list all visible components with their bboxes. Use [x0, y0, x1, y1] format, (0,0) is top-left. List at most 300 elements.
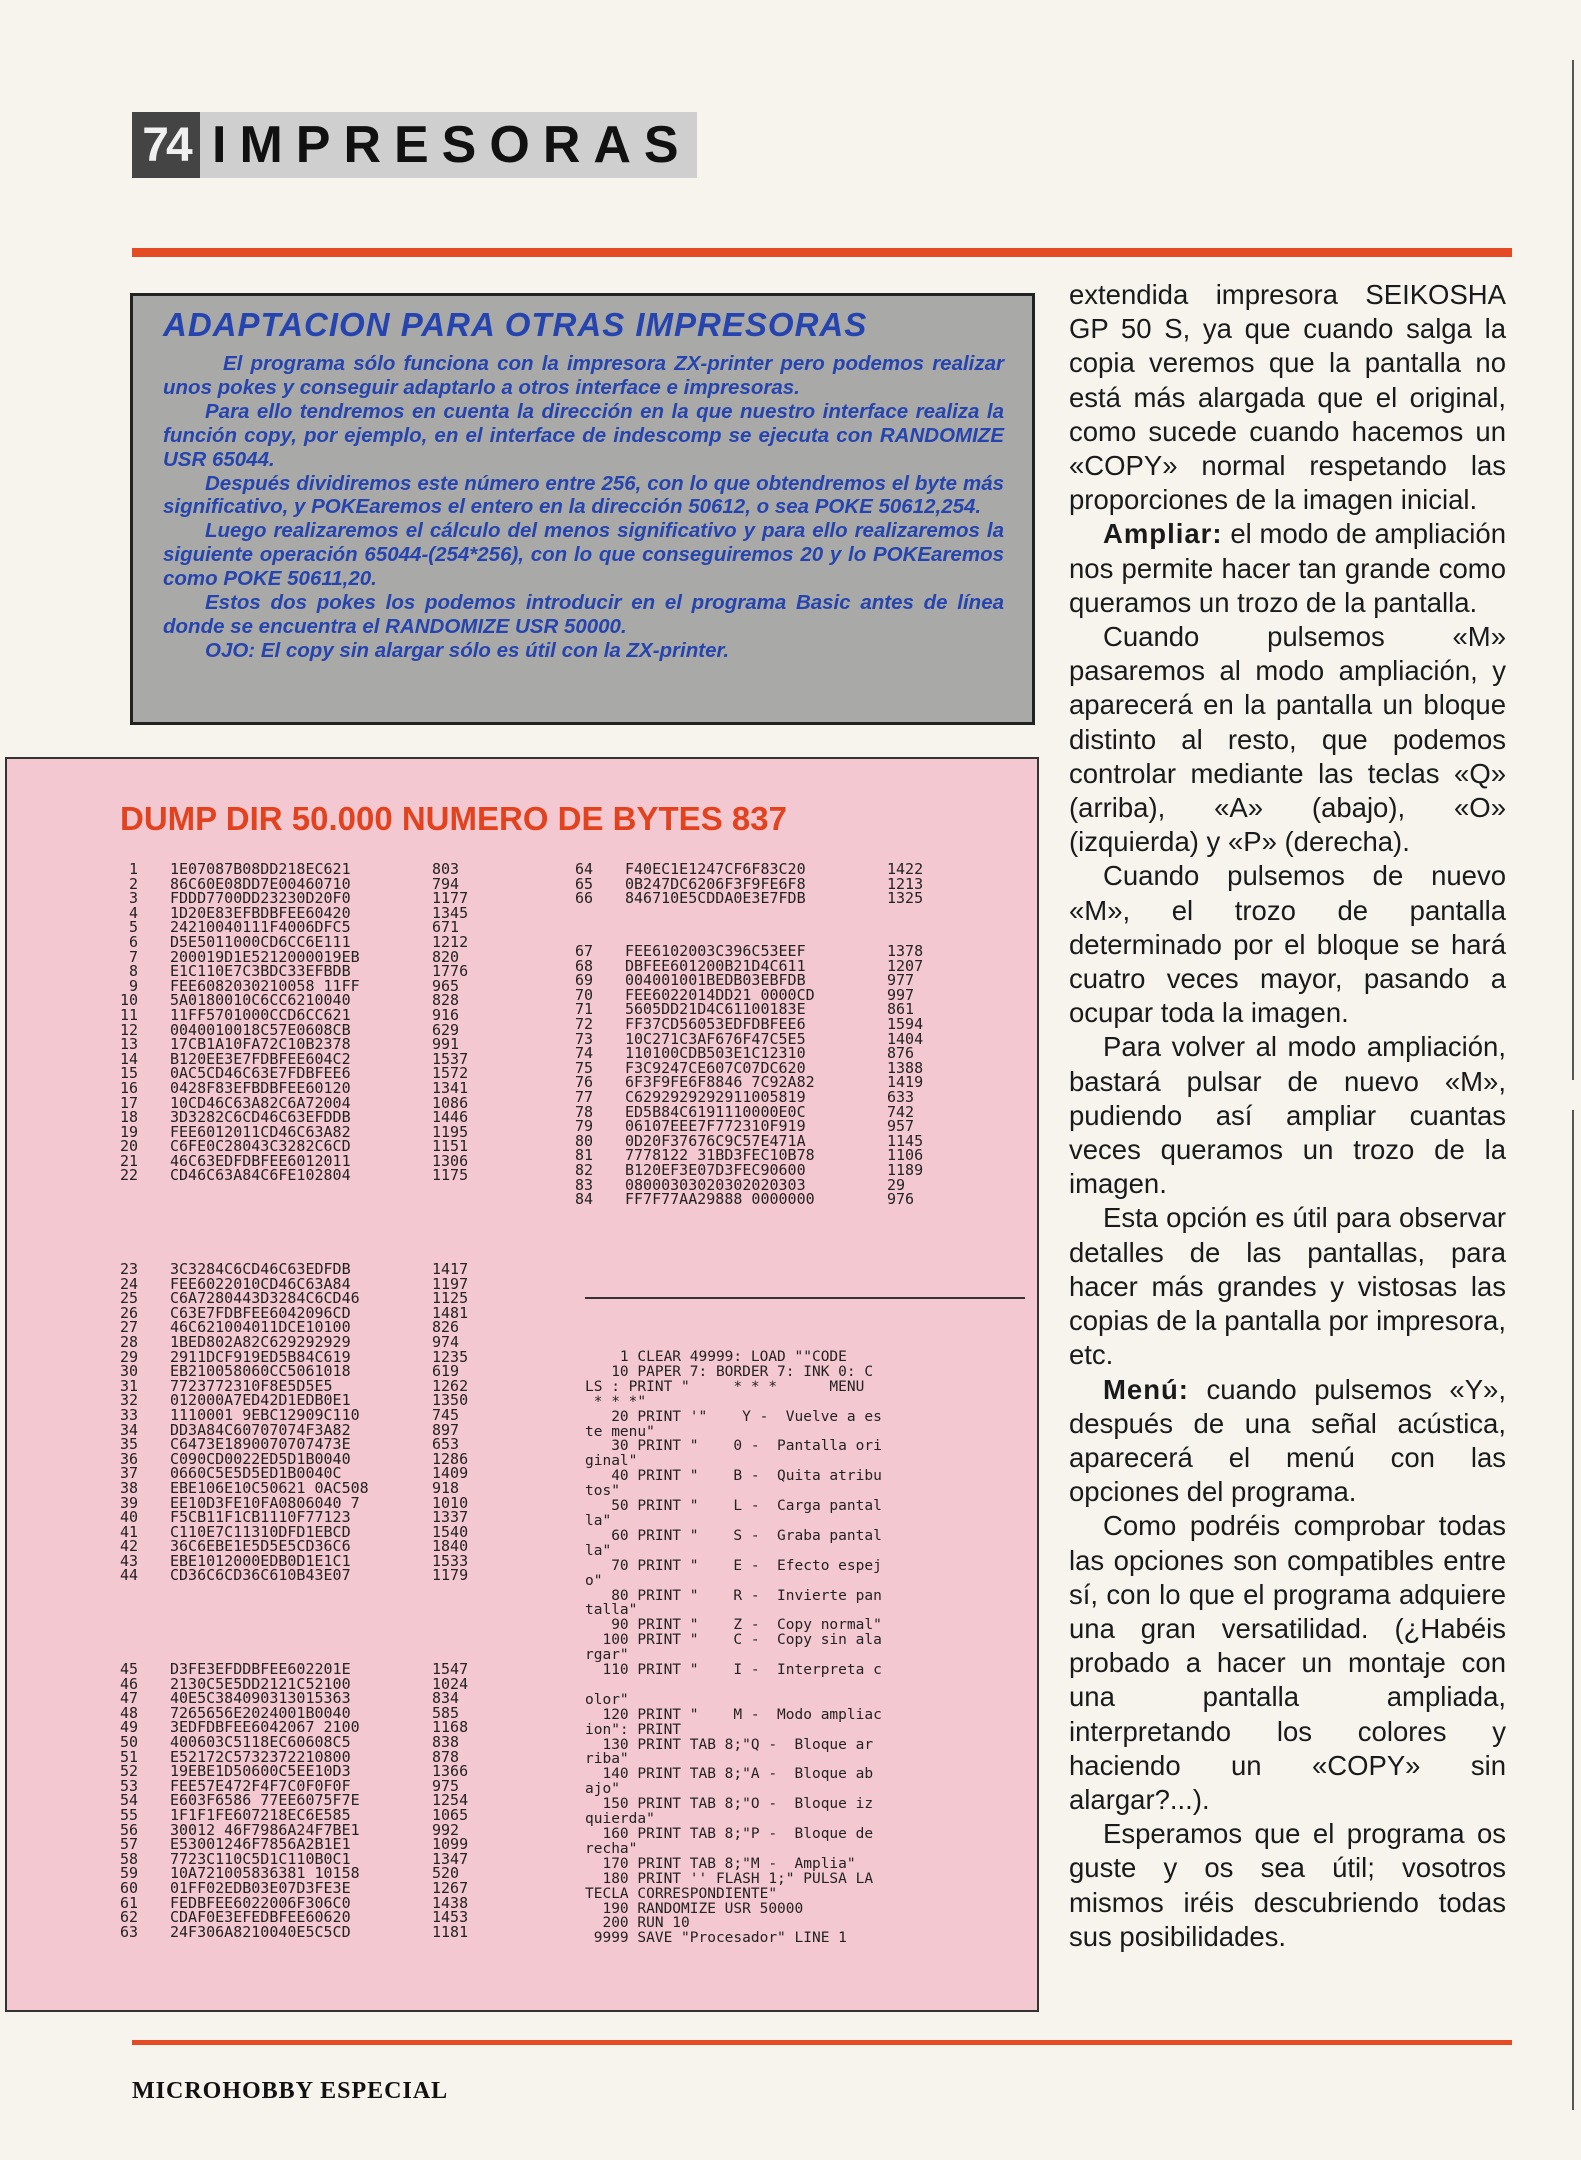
dump-hex: 1F1F1FE607218EC6E585	[170, 1805, 351, 1824]
dump-hex: FEE6012011CD46C63A82	[170, 1122, 351, 1141]
article-paragraph	[1069, 517, 1506, 620]
dump-checksum: 974	[432, 1332, 460, 1351]
dump-line-number: 27	[119, 1318, 138, 1337]
dump-hex: 0660C5E5D5ED1B0040C	[170, 1464, 342, 1483]
dump-line-number: 14	[119, 1049, 138, 1068]
basic-line: tos"	[585, 1484, 620, 1500]
dump-hex: 7723772310F8E5D5E5	[170, 1376, 333, 1395]
dump-checksum: 1388	[887, 1058, 924, 1077]
dump-checksum: 1024	[432, 1674, 469, 1693]
dump-hex: 0B247DC6206F3F9FE6F8	[625, 874, 806, 893]
dump-row	[555, 891, 947, 906]
dump-checksum: 1325	[887, 889, 924, 908]
basic-line: 100 PRINT " C - Copy sin ala	[585, 1633, 882, 1649]
dump-line-number: 17	[119, 1093, 138, 1112]
dump-hex: 3D3282C6CD46C63EFDDB	[170, 1108, 351, 1127]
dump-hex: EB210058060CC5061018	[170, 1362, 351, 1381]
dump-line-number: 33	[119, 1405, 138, 1424]
dump-checksum: 957	[887, 1117, 915, 1136]
dump-line-number: 40	[119, 1508, 138, 1527]
dump-hex: 004001001BEDB03EBFDB	[625, 971, 806, 990]
dump-hex: 200019D1E5212000019EB	[170, 947, 360, 966]
dump-hex: F40EC1E1247CF6F83C20	[625, 860, 806, 878]
listing-separator	[585, 1297, 1025, 1299]
dump-line-number: 36	[119, 1449, 138, 1468]
dump-line-number: 42	[119, 1537, 138, 1556]
dump-line-number: 78	[574, 1102, 593, 1121]
dump-hex: 1D20E83EFBDBFEE60420	[170, 903, 351, 922]
dump-checksum: 1347	[432, 1849, 469, 1868]
article-paragraph: Cuando pulsemos de nuevo «M», el trozo de pantalla determinado por el bloque se hará cuatro veces mayor, pasando a ocupar toda la imagen.	[1069, 860, 1506, 1029]
basic-line: TECLA CORRESPONDIENTE"	[585, 1886, 778, 1902]
dump-line-number: 51	[119, 1747, 138, 1766]
dump-checksum: 1267	[432, 1878, 469, 1897]
dump-checksum: 1125	[432, 1289, 469, 1308]
dump-checksum: 828	[432, 991, 460, 1010]
dump-checksum: 838	[432, 1732, 460, 1751]
dump-checksum: 1345	[432, 903, 469, 922]
dump-hex: 0D20F37676C9C57E471A	[625, 1131, 806, 1150]
dump-hex: C110E7C11310DFD1EBCD	[170, 1522, 351, 1541]
dump-hex: ED5B84C6191110000E0C	[625, 1102, 806, 1121]
dump-block	[100, 862, 492, 1183]
dump-checksum: 1547	[432, 1660, 469, 1678]
dump-checksum: 1086	[432, 1093, 469, 1112]
dump-line-number: 25	[119, 1289, 138, 1308]
dump-checksum: 1446	[432, 1108, 469, 1127]
basic-line: 170 PRINT TAB 8;"M - Amplia"	[585, 1856, 856, 1872]
dump-line-number: 6	[128, 932, 138, 951]
basic-line: 150 PRINT TAB 8;"O - Bloque iz	[585, 1797, 874, 1813]
dump-line-number: 5	[128, 918, 138, 937]
basic-line: 180 PRINT '' FLASH 1;" PULSA LA	[585, 1871, 874, 1887]
dump-line-number: 83	[574, 1175, 593, 1194]
article-text: cuando pulsemos «Y», después de una señal acústica, aparecerá el menú con las opciones del programa.	[1069, 1373, 1506, 1508]
dump-hex: 19EBE1D50600C5EE10D3	[170, 1762, 351, 1781]
dump-checksum: 1189	[887, 1160, 924, 1179]
dump-hex: FEE6102003C396C53EEF	[625, 942, 806, 960]
section-title: IMPRESORAS	[212, 116, 692, 174]
article-paragraph: Esperamos que el programa os guste y os sea útil; vosotros mismos iréis descubriendo todas sus posibilidades.	[1069, 1818, 1506, 1952]
article-subhead: Ampliar:	[1103, 518, 1223, 550]
dump-line-number: 72	[574, 1014, 593, 1033]
dump-line-number: 77	[574, 1087, 593, 1106]
basic-line: recha"	[585, 1841, 638, 1857]
dump-hex: 2911DCF919ED5B84C619	[170, 1347, 351, 1366]
dump-checksum: 1337	[432, 1508, 469, 1527]
dump-line-number: 2	[128, 874, 138, 893]
dump-checksum: 1145	[887, 1131, 924, 1150]
dump-checksum: 1350	[432, 1391, 469, 1410]
dump-hex: 36C6EBE1E5D5E5CD36C6	[170, 1537, 351, 1556]
dump-line-number: 23	[119, 1260, 138, 1278]
dump-hex: 7778122 31BD3FEC10B78	[625, 1146, 815, 1165]
dump-checksum: 1540	[432, 1522, 469, 1541]
dump-line-number: 63	[119, 1922, 138, 1941]
sidebar-paragraph: Después dividiremos este número entre 256, con lo que obtendremos el byte más significativo, y POKEaremos el entero en la dirección 50612, o sea POKE 50612,254.	[163, 471, 1004, 519]
basic-line: 90 PRINT " Z - Copy normal"	[585, 1618, 882, 1634]
dump-checksum: 1537	[432, 1049, 469, 1068]
dump-hex: DBFEE601200B21D4C611	[625, 956, 806, 975]
section-header	[132, 112, 697, 178]
dump-hex: 1110001 9EBC12909C110	[170, 1405, 360, 1424]
dump-block	[555, 944, 947, 1207]
bottom-rule	[132, 2040, 1512, 2045]
article-paragraph: Esta opción es útil para observar detalles de las pantallas, para hacer más grandes y vistosas las copias de la pantalla por impresora, etc.	[1069, 1202, 1506, 1371]
dump-checksum: 1177	[432, 889, 469, 908]
dump-line-number: 13	[119, 1035, 138, 1054]
dump-checksum: 992	[432, 1820, 460, 1839]
article-subhead: Menú:	[1103, 1373, 1189, 1405]
basic-listing	[585, 1350, 1030, 1946]
dump-line-number: 10	[119, 991, 138, 1010]
dump-hex: 3C3284C6CD46C63EDFDB	[170, 1260, 351, 1278]
dump-line-number: 8	[128, 962, 138, 981]
article-paragraph: Para volver al modo ampliación, bastará pulsar de nuevo «M», pudiendo así ampliar cuantas veces queramos un trozo de la imagen.	[1069, 1031, 1506, 1200]
dump-line-number: 53	[119, 1776, 138, 1795]
dump-row	[555, 1192, 947, 1207]
dump-checksum: 916	[432, 1005, 460, 1024]
dump-hex: EBE1012000EDB0D1E1C1	[170, 1551, 351, 1570]
basic-line: 30 PRINT " 0 - Pantalla ori	[585, 1439, 882, 1455]
dump-hex: 1E07087B08DD218EC621	[170, 860, 351, 878]
dump-checksum: 1776	[432, 962, 469, 981]
dump-hex: 10CD46C63A82C6A72004	[170, 1093, 351, 1112]
dump-hex: 10C271C3AF676F47C5E5	[625, 1029, 806, 1048]
dump-hex: 846710E5CDDA0E3E7FDB	[625, 889, 806, 908]
dump-checksum: 1453	[432, 1908, 469, 1927]
dump-hex: 17CB1A10FA72C10B2378	[170, 1035, 351, 1054]
dump-line-number: 69	[574, 971, 593, 990]
dump-checksum: 965	[432, 976, 460, 995]
dump-line-number: 48	[119, 1703, 138, 1722]
sidebar-paragraph: Para ello tendremos en cuenta la dirección en la que nuestro interface realiza la función copy, por ejemplo, en el interface de indescomp se ejecuta con RANDOMIZE USR 65044.	[163, 399, 1004, 471]
basic-line: 70 PRINT " E - Efecto espej	[585, 1558, 882, 1574]
dump-hex: 7265656E2024001B0040	[170, 1703, 351, 1722]
dump-checksum: 976	[887, 1190, 915, 1209]
dump-line-number: 58	[119, 1849, 138, 1868]
dump-line-number: 4	[128, 903, 138, 922]
dump-checksum: 1151	[432, 1137, 469, 1156]
dump-hex: C63E7FDBFEE6042096CD	[170, 1303, 351, 1322]
dump-hex: F3C9247CE607C07DC620	[625, 1058, 806, 1077]
basic-line: rgar"	[585, 1648, 629, 1664]
basic-line: 140 PRINT TAB 8;"A - Bloque ab	[585, 1767, 874, 1783]
article-column	[1069, 278, 1506, 1954]
dump-line-number: 75	[574, 1058, 593, 1077]
basic-line: 200 RUN 10	[585, 1916, 690, 1932]
dump-line-number: 30	[119, 1362, 138, 1381]
dump-checksum: 742	[887, 1102, 915, 1121]
dump-line-number: 67	[574, 942, 593, 960]
basic-line: 10 PAPER 7: BORDER 7: INK 0: C	[585, 1364, 874, 1380]
dump-hex: 110100CDB503E1C12310	[625, 1044, 806, 1063]
basic-line	[585, 1678, 1030, 1693]
dump-line-number: 50	[119, 1732, 138, 1751]
dump-line-number: 32	[119, 1391, 138, 1410]
dump-checksum: 876	[887, 1044, 915, 1063]
dump-checksum: 1181	[432, 1922, 469, 1941]
article-text: el modo de ampliación nos permite hacer tan grande como queramos un trozo de la pantalla.	[1069, 518, 1506, 618]
article-paragraph: extendida impresora SEIKOSHA GP 50 S, ya que cuando salga la copia veremos que la pantalla no está más alargada que el original, como sucede cuando hacemos un «COPY» normal respetando las proporciones de la imagen inicial.	[1069, 279, 1506, 516]
article-paragraph: Como podréis comprobar todas las opciones son compatibles entre sí, con lo que el programa adquiere una gran versatilidad. (¿Habéis probado a hacer un montaje con una pantalla ampliada, interpretando los colores y haciendo un «COPY» sin alargar?...).	[1069, 1510, 1506, 1815]
dump-row	[100, 1568, 492, 1583]
dump-hex: B120EF3E07D3FEC90600	[625, 1160, 806, 1179]
dump-line-number: 43	[119, 1551, 138, 1570]
dump-checksum: 1341	[432, 1078, 469, 1097]
dump-hex: 46C63EDFDBFEE6012011	[170, 1151, 351, 1170]
dump-line-number: 41	[119, 1522, 138, 1541]
dump-line-number: 52	[119, 1762, 138, 1781]
article-paragraph	[1069, 1373, 1506, 1510]
dump-hex: C6FE0C28043C3282C6CD	[170, 1137, 351, 1156]
dump-checksum: 878	[432, 1747, 460, 1766]
dump-hex: 5A0180010C6CC6210040	[170, 991, 351, 1010]
basic-line: 130 PRINT TAB 8;"Q - Bloque ar	[585, 1737, 874, 1753]
dump-checksum: 1533	[432, 1551, 469, 1570]
dump-line-number: 3	[128, 889, 138, 908]
dump-line-number: 61	[119, 1893, 138, 1912]
dump-checksum: 803	[432, 860, 460, 878]
dump-checksum: 1572	[432, 1064, 469, 1083]
dump-hex: C6473E1890070707473E	[170, 1435, 351, 1454]
dump-checksum: 585	[432, 1703, 460, 1722]
dump-row	[100, 1168, 492, 1183]
dump-line-number: 65	[574, 874, 593, 893]
dump-checksum: 1195	[432, 1122, 469, 1141]
dump-checksum: 820	[432, 947, 460, 966]
dump-checksum: 834	[432, 1689, 460, 1708]
dump-checksum: 997	[887, 985, 915, 1004]
dump-checksum: 1481	[432, 1303, 469, 1322]
dump-line-number: 9	[128, 976, 138, 995]
basic-line: 1 CLEAR 49999: LOAD ""CODE	[585, 1350, 847, 1365]
dump-hex: 7723C110C5D1C110B0C1	[170, 1849, 351, 1868]
basic-line: olor"	[585, 1692, 629, 1708]
dump-line-number: 19	[119, 1122, 138, 1141]
dump-hex: 86C60E08DD7E00460710	[170, 874, 351, 893]
basic-line: ion": PRINT	[585, 1722, 682, 1738]
dump-checksum: 1286	[432, 1449, 469, 1468]
dump-line-number: 35	[119, 1435, 138, 1454]
dump-checksum: 1378	[887, 942, 924, 960]
dump-hex: 0428F83EFBDBFEE60120	[170, 1078, 351, 1097]
dump-hex: CDAF0E3EFEDBFEE60620	[170, 1908, 351, 1927]
dump-line-number: 82	[574, 1160, 593, 1179]
sidebar-paragraph: OJO: El copy sin alargar sólo es útil con la ZX-printer.	[205, 638, 730, 662]
dump-line-number: 15	[119, 1064, 138, 1083]
dump-checksum: 1306	[432, 1151, 469, 1170]
page-edge-line	[1572, 1110, 1574, 2110]
dump-checksum: 619	[432, 1362, 460, 1381]
dump-line-number: 44	[119, 1566, 138, 1585]
basic-line: o"	[585, 1573, 603, 1589]
dump-line-number: 45	[119, 1660, 138, 1678]
sidebar-paragraph: Estos dos pokes los podemos introducir en el programa Basic antes de línea donde se encuentra el RANDOMIZE USR 50000.	[163, 591, 1004, 638]
dump-checksum: 897	[432, 1420, 460, 1439]
dump-hex: FF7F77AA29888 0000000	[625, 1190, 815, 1209]
dump-line-number: 59	[119, 1864, 138, 1883]
basic-line: 50 PRINT " L - Carga pantal	[585, 1499, 882, 1514]
dump-checksum: 1106	[887, 1146, 924, 1165]
footer-magazine: MICROHOBBY ESPECIAL	[132, 2078, 449, 2104]
basic-line: te menu"	[585, 1424, 655, 1440]
dump-checksum: 745	[432, 1405, 460, 1424]
dump-line-number: 34	[119, 1420, 138, 1439]
dump-hex: 01FF02EDB03E07D3FE3E	[170, 1878, 351, 1897]
dump-line-number: 28	[119, 1332, 138, 1351]
dump-hex: 6F3F9FE6F8846 7C92A82	[625, 1073, 815, 1092]
dump-checksum: 1438	[432, 1893, 469, 1912]
dump-checksum: 1213	[887, 874, 924, 893]
basic-line: quierda"	[585, 1812, 655, 1827]
dump-hex: 3EDFDBFEE6042067 2100	[170, 1718, 360, 1737]
dump-checksum: 633	[887, 1087, 915, 1106]
dump-line-number: 68	[574, 956, 593, 975]
dump-hex: EE10D3FE10FA0806040 7	[170, 1493, 360, 1512]
dump-block	[555, 862, 947, 906]
dump-checksum: 794	[432, 874, 460, 893]
dump-hex: FEDBFEE6022006F306C0	[170, 1893, 351, 1912]
dump-hex: 10A721005836381 10158	[170, 1864, 360, 1883]
dump-hex: 11FF5701000CCD6CC621	[170, 1005, 351, 1024]
dump-line-number: 74	[574, 1044, 593, 1063]
dump-checksum: 1207	[887, 956, 924, 975]
dump-checksum: 1179	[432, 1566, 469, 1585]
dump-checksum: 861	[887, 1000, 915, 1019]
dump-line-number: 18	[119, 1108, 138, 1127]
dump-hex: D5E5011000CD6CC6E111	[170, 932, 351, 951]
dump-hex: 24F306A8210040E5C5CD	[170, 1922, 351, 1941]
dump-line-number: 11	[119, 1005, 138, 1024]
dump-checksum: 1212	[432, 932, 469, 951]
dump-hex: EBE106E10C50621 0AC508	[170, 1478, 369, 1497]
dump-line-number: 22	[119, 1166, 138, 1185]
dump-checksum: 1417	[432, 1260, 469, 1278]
dump-checksum: 1175	[432, 1166, 469, 1185]
dump-hex: FEE6022010CD46C63A84	[170, 1274, 351, 1293]
dump-line-number: 29	[119, 1347, 138, 1366]
dump-checksum: 1065	[432, 1805, 469, 1824]
dump-line-number: 73	[574, 1029, 593, 1048]
dump-checksum: 1594	[887, 1014, 924, 1033]
dump-line-number: 76	[574, 1073, 593, 1092]
dump-hex: 08000303020302020303	[625, 1175, 806, 1194]
dump-hex: CD36C6CD36C610B43E07	[170, 1566, 351, 1585]
basic-line: 20 PRINT '" Y - Vuelve a es	[585, 1409, 882, 1425]
dump-line-number: 71	[574, 1000, 593, 1019]
dump-line-number: 31	[119, 1376, 138, 1395]
dump-checksum: 975	[432, 1776, 460, 1795]
dump-hex: CD46C63A84C6FE102804	[170, 1166, 351, 1185]
dump-checksum: 1419	[887, 1073, 924, 1092]
dump-checksum: 671	[432, 918, 460, 937]
dump-hex: 012000A7ED42D1EDB0E1	[170, 1391, 351, 1410]
dump-block	[100, 1662, 492, 1939]
dump-hex: E52172C5732372210800	[170, 1747, 351, 1766]
basic-line: 40 PRINT " B - Quita atribu	[585, 1469, 882, 1485]
dump-checksum: 1262	[432, 1376, 469, 1395]
dump-hex: FDDD7700DD23230D20F0	[170, 889, 351, 908]
dump-line-number: 49	[119, 1718, 138, 1737]
basic-line: 160 PRINT TAB 8;"P - Bloque de	[585, 1827, 874, 1842]
dump-checksum: 520	[432, 1864, 460, 1883]
dump-line-number: 64	[574, 860, 593, 878]
dump-checksum: 1197	[432, 1274, 469, 1293]
dump-hex: 30012 46F7986A24F7BE1	[170, 1820, 360, 1839]
basic-line: 120 PRINT " M - Modo ampliac	[585, 1707, 882, 1723]
dump-hex: C6292929292911005819	[625, 1087, 806, 1106]
dump-hex: 1BED802A82C629292929	[170, 1332, 351, 1351]
dump-checksum: 1010	[432, 1493, 469, 1512]
dump-checksum: 629	[432, 1020, 460, 1039]
basic-line: talla"	[585, 1603, 638, 1619]
dump-line-number: 24	[119, 1274, 138, 1293]
dump-hex: 0040010018C57E0608CB	[170, 1020, 351, 1039]
dump-hex: 2130C5E5DD2121C52100	[170, 1674, 351, 1693]
dump-line-number: 80	[574, 1131, 593, 1150]
dump-line-number: 54	[119, 1791, 138, 1810]
dump-hex: 400603C5118EC60608C5	[170, 1732, 351, 1751]
dump-line-number: 38	[119, 1478, 138, 1497]
basic-line: la"	[585, 1543, 612, 1559]
dump-line-number: 56	[119, 1820, 138, 1839]
dump-line-number: 37	[119, 1464, 138, 1483]
dump-hex: 46C621004011DCE10100	[170, 1318, 351, 1337]
page-edge-line	[1572, 60, 1574, 1080]
dump-hex: C090CD0022ED5D1B0040	[170, 1449, 351, 1468]
dump-hex: FEE6022014DD21 0000CD	[625, 985, 815, 1004]
dump-hex: FEE6082030210058 11FF	[170, 976, 360, 995]
dump-checksum: 991	[432, 1035, 460, 1054]
basic-line: 9999 SAVE "Procesador" LINE 1	[585, 1931, 847, 1947]
basic-line: ginal"	[585, 1454, 638, 1470]
page-number: 74	[132, 112, 200, 178]
dump-checksum: 29	[887, 1175, 906, 1194]
dump-row	[100, 1922, 492, 1941]
dump-hex: E1C110E7C3BDC33EFBDB	[170, 962, 351, 981]
dump-checksum: 1235	[432, 1347, 469, 1366]
dump-hex: 40E5C384090313015363	[170, 1689, 351, 1708]
dump-title: DUMP DIR 50.000 NUMERO DE BYTES 837	[120, 800, 787, 837]
dump-block	[100, 1262, 492, 1583]
dump-checksum: 1404	[887, 1029, 924, 1048]
sidebar-box	[130, 293, 1035, 725]
dump-hex: 5605DD21D4C61100183E	[625, 1000, 806, 1019]
dump-hex: F5CB11F1CB1110F77123	[170, 1508, 351, 1527]
sidebar-title: ADAPTACION PARA OTRAS IMPRESORAS	[163, 306, 868, 343]
dump-checksum: 1099	[432, 1835, 469, 1854]
dump-line-number: 21	[119, 1151, 138, 1170]
basic-line: LS : PRINT " * * * MENU	[585, 1379, 865, 1395]
basic-line: 110 PRINT " I - Interpreta c	[585, 1663, 882, 1678]
basic-line: riba"	[585, 1752, 629, 1768]
dump-hex: 06107EEE7F772310F919	[625, 1117, 806, 1136]
dump-hex: E603F6586 77EE6075F7E	[170, 1791, 360, 1810]
dump-hex: DD3A84C60707074F3A82	[170, 1420, 351, 1439]
basic-line: 60 PRINT " S - Graba pantal	[585, 1528, 882, 1544]
dump-hex: C6A7280443D3284C6CD46	[170, 1289, 360, 1308]
dump-checksum: 1366	[432, 1762, 469, 1781]
top-rule	[132, 248, 1512, 257]
dump-checksum: 1422	[887, 860, 924, 878]
dump-line-number: 1	[128, 860, 138, 878]
article-paragraph: Cuando pulsemos «M» pasaremos al modo ampliación, y aparecerá en la pantalla un bloque distinto al resto, que podemos controlar mediante las teclas «Q» (arriba), «A» (abajo), «O» (izquierda) y «P» (derecha).	[1069, 621, 1506, 858]
dump-checksum: 1254	[432, 1791, 469, 1810]
dump-checksum: 918	[432, 1478, 460, 1497]
dump-line-number: 20	[119, 1137, 138, 1156]
dump-line-number: 7	[128, 947, 138, 966]
